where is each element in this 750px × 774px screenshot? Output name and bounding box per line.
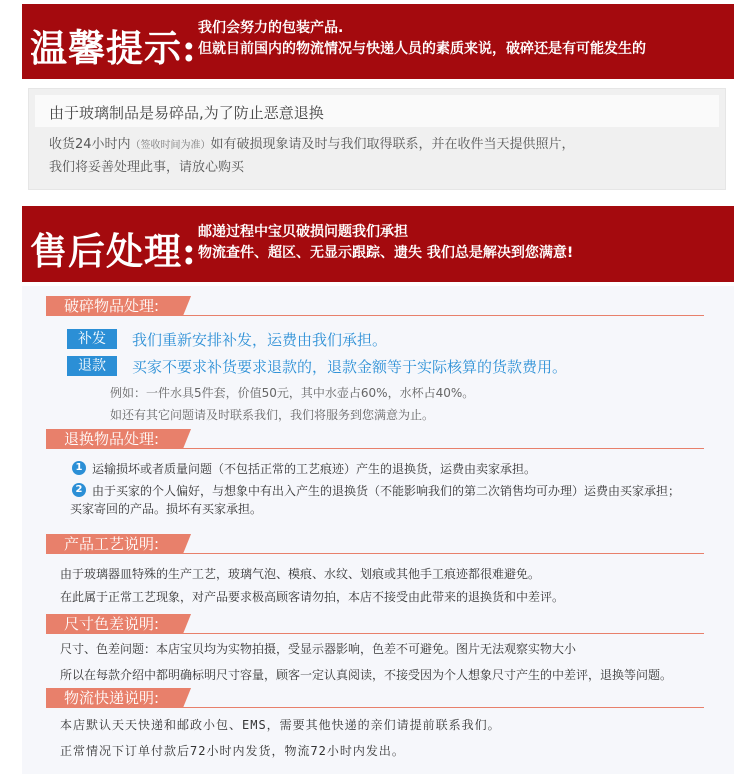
- refund-text: 买家不要求补货要求退款的，退款金额等于实际核算的货款费用。: [132, 358, 568, 376]
- section-divider: [46, 553, 704, 554]
- section-divider: [46, 315, 704, 316]
- notice-small-text: （签收时间为准）: [130, 140, 211, 151]
- notice-text: 收货24小时内: [49, 137, 131, 152]
- reissue-text: 我们重新安排补发，运费由我们承担。: [132, 331, 388, 349]
- warm-tips-banner: [22, 4, 734, 79]
- size-line-2: 所以在每款介绍中都明确标明尺寸容量，顾客一定认真阅读，不接受因为个人想象尺寸产生的中差评，退换等问题。: [60, 668, 673, 682]
- craft-line-2: 在此属于正常工艺现象，对产品要求极高顾客请勿拍，本店不接受由此带来的退换货和中差评。: [60, 590, 565, 604]
- after-sale-banner: [22, 206, 734, 282]
- number-badge: 1: [72, 461, 86, 475]
- section-divider: [46, 448, 704, 449]
- section-tag-size: 尺寸色差说明:: [46, 614, 181, 634]
- craft-line-1: 由于玻璃器皿特殊的生产工艺，玻璃气泡、模痕、水纹、划痕或其他手工痕迹都很难避免。: [60, 567, 541, 581]
- banner-title: 温馨提示:: [30, 26, 197, 70]
- size-line-1: 尺寸、色差问题：本店宝贝均为实物拍摄，受显示器影响，色差不可避免。图片无法观察实物大小: [60, 642, 577, 656]
- section-tag-returns: 退换物品处理:: [46, 429, 181, 449]
- after-sale-panel: [22, 286, 734, 774]
- banner-line: 邮递过程中宝贝破损问题我们承担: [198, 224, 408, 240]
- section-divider: [46, 707, 704, 708]
- section-divider: [46, 633, 704, 634]
- fragile-notice-box: [28, 88, 726, 190]
- notice-line: [49, 134, 575, 157]
- refund-pill: 退款: [67, 356, 117, 376]
- banner-line: 但就目前国内的物流情况与快递人员的素质来说，破碎还是有可能发生的: [198, 41, 646, 57]
- section-tag-craft: 产品工艺说明:: [46, 534, 181, 554]
- contact-text: 如还有其它问题请及时联系我们，我们将服务到您满意为止。: [110, 408, 435, 422]
- logistics-line-1: 本店默认天天快递和邮政小包、EMS，需要其他快递的亲们请提前联系我们。: [60, 718, 501, 732]
- notice-heading: 由于玻璃制品是易碎品,为了防止恶意退换: [49, 104, 324, 122]
- banner-lines: [198, 222, 573, 264]
- number-badge: 2: [72, 483, 86, 497]
- returns-item-1: 运输损坏或者质量问题（不包括正常的工艺痕迹）产生的退换货，运费由卖家承担。: [92, 462, 537, 476]
- logistics-line-2: 正常情况下订单付款后72小时内发货，物流72小时内发出。: [60, 744, 405, 758]
- notice-body: [49, 134, 575, 179]
- banner-line: 物流查件、超区、无显示跟踪、遗失 我们总是解决到您满意!: [198, 245, 574, 261]
- returns-item-2: 由于买家的个人偏好，与想象中有出入产生的退换货（不能影响我们的第二次销售均可办理）运费由买家承担；: [92, 484, 681, 498]
- banner-line: 我们会努力的包装产品.: [198, 20, 344, 36]
- reissue-pill: 补发: [67, 329, 117, 349]
- section-tag-breakage: 破碎物品处理:: [46, 296, 181, 316]
- example-text: 例如：一件水具5件套，价值50元，其中水壶占60%，水杯占40%。: [110, 386, 475, 400]
- notice-text: 如有破损现象请及时与我们取得联系，并在收件当天提供照片，: [210, 137, 575, 152]
- banner-title: 售后处理:: [30, 229, 197, 273]
- section-tag-logistics: 物流快递说明:: [46, 688, 181, 708]
- notice-line: 我们将妥善处理此事，请放心购买: [49, 160, 245, 175]
- returns-item-2-cont: 买家寄回的产品。损坏有买家承担。: [70, 502, 263, 516]
- banner-lines: [198, 18, 646, 60]
